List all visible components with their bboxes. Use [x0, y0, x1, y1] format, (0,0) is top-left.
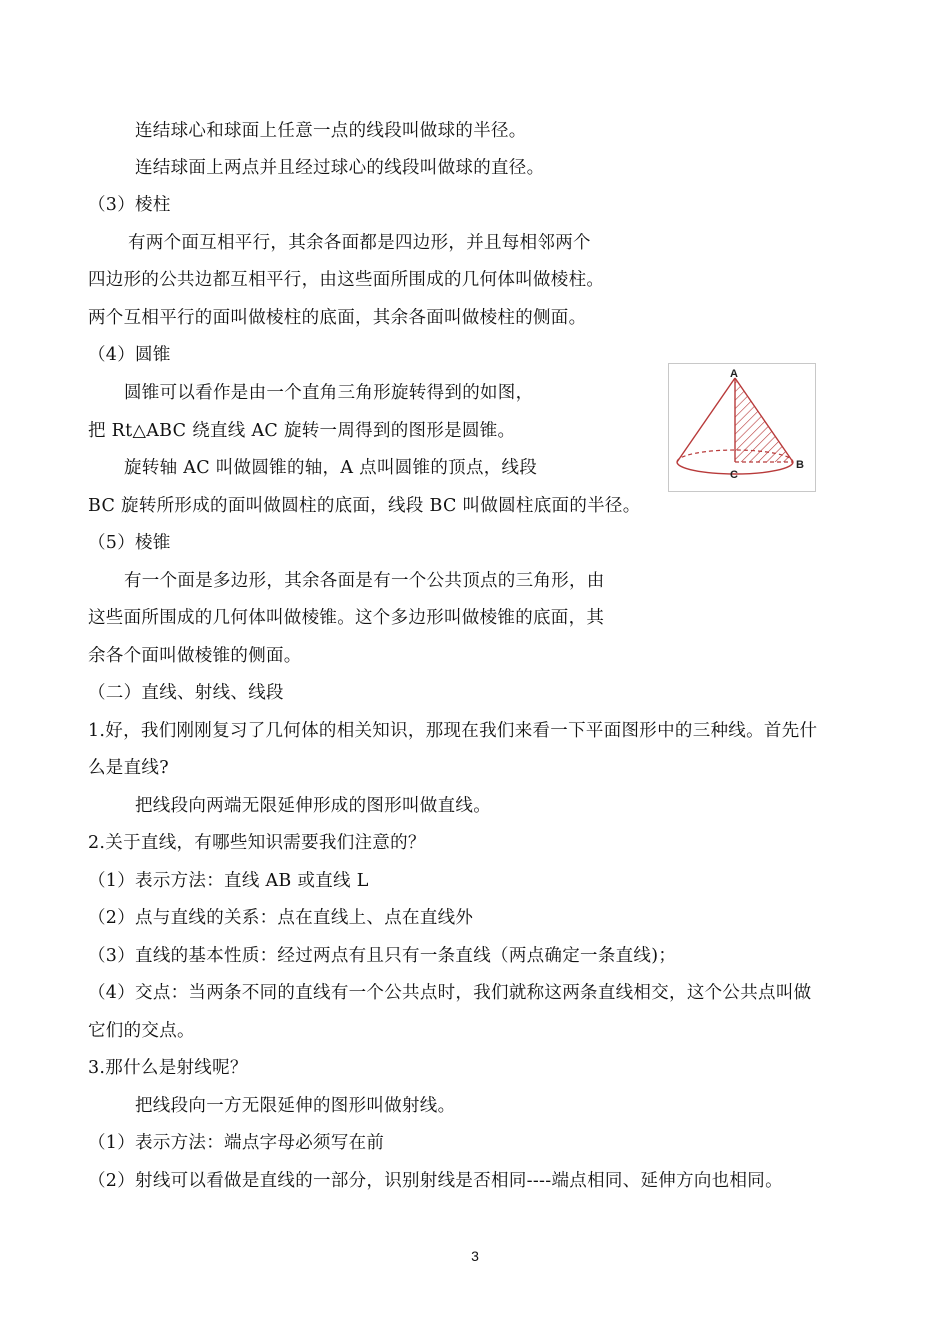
text-line: （2）点与直线的关系：点在直线上、点在直线外 — [88, 908, 474, 928]
text-line: 么是直线? — [88, 758, 169, 778]
text-line: 把线段向两端无限延伸形成的图形叫做直线。 — [135, 796, 491, 816]
text-line: 旋转轴 AC 叫做圆锥的轴，A 点叫圆锥的顶点，线段 — [124, 458, 538, 478]
text-line: 连结球面上两点并且经过球心的线段叫做球的直径。 — [135, 158, 545, 178]
label-a: A — [730, 368, 738, 380]
label-c: C — [730, 469, 738, 481]
slant-left — [677, 378, 735, 462]
text-line: 余各个面叫做棱锥的侧面。 — [88, 646, 302, 666]
page-number: 3 — [471, 1248, 479, 1264]
section-heading: （5）棱锥 — [88, 533, 171, 553]
text-line: BC 旋转所形成的面叫做圆柱的底面，线段 BC 叫做圆柱底面的半径。 — [88, 496, 641, 516]
text-line: 3.那什么是射线呢？ — [88, 1058, 248, 1078]
label-b: B — [796, 459, 804, 471]
text-line: 圆锥可以看作是由一个直角三角形旋转得到的如图， — [124, 383, 534, 403]
cone-figure — [668, 363, 816, 492]
text-line: （2）射线可以看做是直线的一部分，识别射线是否相同----端点相同、延伸方向也相同。 — [88, 1171, 783, 1191]
text-line: 把线段向一方无限延伸的图形叫做射线。 — [135, 1096, 456, 1116]
text-line: 2.关于直线，有哪些知识需要我们注意的？ — [88, 833, 426, 853]
text-line: （3）直线的基本性质：经过两点有且只有一条直线（两点确定一条直线)； — [88, 946, 677, 966]
text-line: 有一个面是多边形，其余各面是有一个公共顶点的三角形，由 — [124, 571, 605, 591]
text-line: 四边形的公共边都互相平行，由这些面所围成的几何体叫做棱柱。 — [88, 270, 605, 290]
cone-diagram — [669, 364, 815, 491]
text-line: 有两个面互相平行，其余各面都是四边形，并且每相邻两个 — [128, 233, 591, 253]
section-heading: （3）棱柱 — [88, 195, 171, 215]
text-line: 连结球心和球面上任意一点的线段叫做球的半径。 — [135, 121, 527, 141]
section-heading: （4）圆锥 — [88, 345, 171, 365]
text-line: 这些面所围成的几何体叫做棱锥。这个多边形叫做棱锥的底面，其 — [88, 608, 605, 628]
text-line: （1）表示方法：直线 AB 或直线 L — [88, 871, 369, 891]
text-line: （4）交点：当两条不同的直线有一个公共点时，我们就称这两条直线相交，这个公共点叫做 — [88, 983, 812, 1003]
text-line: 它们的交点。 — [88, 1021, 195, 1041]
text-line: （1）表示方法：端点字母必须写在前 — [88, 1133, 385, 1153]
text-line: 两个互相平行的面叫做棱柱的底面，其余各面叫做棱柱的侧面。 — [88, 308, 587, 328]
section-heading: （二）直线、射线、线段 — [88, 683, 284, 703]
text-line: 1.好，我们刚刚复习了几何体的相关知识，那现在我们来看一下平面图形中的三种线。首先什 — [88, 721, 818, 741]
text-line: 把 Rt△ABC 绕直线 AC 旋转一周得到的图形是圆锥。 — [88, 421, 516, 441]
